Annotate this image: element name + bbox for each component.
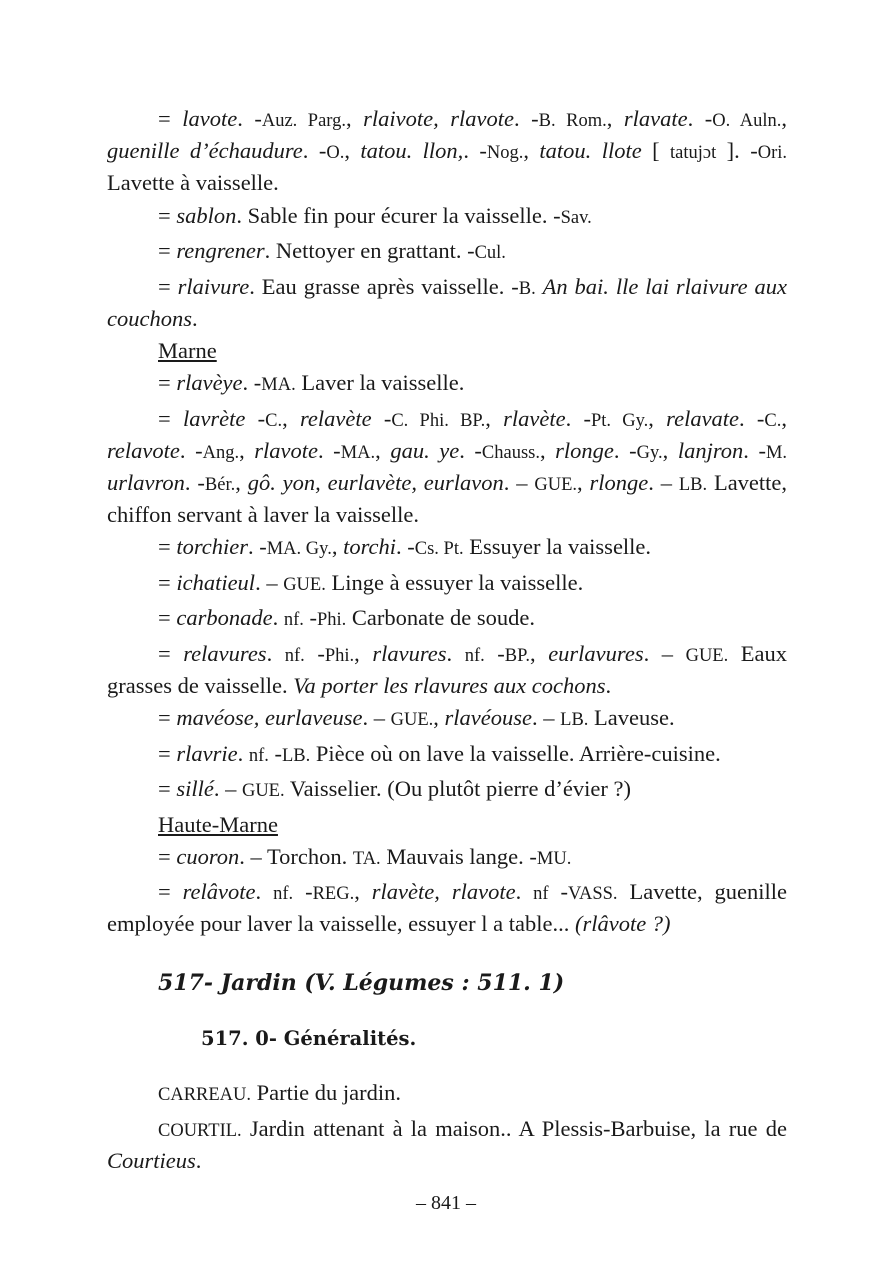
entry-text: . -: [565, 405, 591, 431]
entry-text: =: [158, 370, 177, 395]
headword: COURTIL.: [158, 1120, 242, 1141]
grammar-abbr: nf.: [248, 745, 269, 766]
entry-text: . -: [613, 437, 637, 463]
entry-text: .: [237, 740, 249, 766]
dialect-word: (rlâvote ?): [574, 911, 671, 936]
entry-text: Vaisselier. (Ou plutôt pierre d’évier ?): [284, 776, 631, 801]
locality-abbr: Sav.: [560, 207, 592, 228]
entry-text: =: [158, 740, 177, 766]
example-sentence: Va porter les rlavures aux cochons: [293, 672, 606, 698]
entry-text: Laveuse.: [588, 705, 675, 730]
dialect-word: carbonade: [176, 605, 273, 630]
entry-text: ,: [606, 106, 624, 131]
locality-abbr: GUE.: [283, 574, 326, 595]
entry-cuoron: [107, 842, 787, 874]
entry-text: =: [158, 273, 178, 299]
dialect-word: tatou. llon,: [360, 138, 464, 163]
entry-text: ,: [235, 469, 248, 495]
dialect-word: Courtieus: [107, 1147, 196, 1173]
entry-sille: [107, 774, 787, 806]
entry-text: -: [484, 640, 505, 666]
locality-abbr: Pt. Gy.: [590, 410, 649, 431]
entry-text: ,: [485, 405, 504, 431]
entry-text: . – Torchon.: [239, 843, 353, 869]
entry-text: .: [446, 640, 465, 666]
entry-text: ,: [344, 138, 361, 163]
entry-text: -: [303, 605, 317, 630]
locality-abbr: C.: [265, 410, 283, 431]
entry-text: . Eau grasse après vaisselle. -: [249, 273, 519, 299]
entry-text: . –: [213, 776, 242, 801]
dialect-word: rlaivote, rlavote: [363, 106, 515, 131]
entry-text: . -: [302, 138, 327, 163]
dialect-word: rlonge: [555, 437, 614, 463]
dialect-word: lavote: [182, 106, 238, 131]
entry-text: . -: [247, 534, 267, 559]
locality-abbr: MU.: [536, 848, 572, 869]
dialect-word: rlavète, rlavote: [371, 879, 516, 904]
spacer: [107, 1053, 787, 1078]
entry-relavures: [107, 639, 787, 700]
entry-text: =: [158, 238, 177, 263]
dialect-word: rlavrie: [176, 740, 238, 766]
entry-text: Laver la vaisselle.: [295, 370, 465, 395]
entry-text: ,: [433, 705, 445, 730]
locality-abbr: MA. Gy.: [266, 539, 332, 559]
page-number: – 841 –: [416, 1192, 476, 1214]
dialect-word: ichatieul: [176, 569, 256, 595]
dialect-word: relavète: [299, 405, 372, 431]
entry-text: Lavette, chiffon servant à laver la vaisselle.: [107, 469, 788, 527]
entry-text: =: [158, 534, 177, 559]
entry-text: ,: [375, 437, 391, 463]
entry-sablon: [107, 201, 787, 233]
entry-text: -: [268, 740, 282, 766]
dialect-word: gô. yon, eurlavète, eurlavon: [247, 469, 504, 495]
entry-text: . -: [687, 106, 713, 131]
entry-text: -: [245, 405, 266, 431]
locality-abbr: LB.: [678, 474, 708, 495]
entry-text: ,: [539, 437, 556, 463]
locality-abbr: VASS.: [568, 884, 618, 904]
region-heading-haute-marne: Haute-Marne: [158, 811, 278, 837]
locality-abbr: Ori.: [757, 143, 788, 163]
entry-text: . -: [237, 106, 262, 131]
entry-text: . -: [743, 437, 766, 463]
locality-abbr: TA.: [352, 848, 381, 869]
example-sentence: An bai. lle lai rlaivure aux couchons: [107, 273, 787, 331]
entry-text: ]. -: [716, 138, 758, 163]
entry-text: .: [266, 640, 285, 666]
locality-abbr: Nog.: [486, 143, 524, 163]
entry-text: ,: [648, 405, 667, 431]
entry-text: . –: [362, 705, 391, 730]
entry-text: Jardin attenant à la maison.. A Plessis-Barbuise, la rue de: [241, 1115, 787, 1141]
entry-text: . -: [318, 437, 341, 463]
entry-text: . –: [648, 469, 679, 495]
entry-lavrete: [107, 404, 787, 529]
entry-text: ,: [354, 879, 372, 904]
locality-abbr: O. Auln.: [712, 111, 782, 131]
entry-text: . -: [739, 405, 765, 431]
entry-text: ,: [577, 469, 590, 495]
region-heading-marne: Marne: [158, 338, 217, 363]
dialect-word: rlavèye: [176, 370, 243, 395]
entry-text: .: [255, 879, 274, 904]
entry-text: .: [515, 879, 534, 904]
entry-text: ,: [239, 437, 255, 463]
dialect-word: lanjron: [677, 437, 744, 463]
dialect-word: sablon: [176, 202, 237, 228]
entry-text: [536, 274, 543, 299]
entry-rengrener: [107, 236, 787, 268]
entry-text: [: [641, 138, 671, 163]
locality-abbr: LB.: [560, 710, 589, 730]
entry-text: =: [158, 405, 183, 431]
entry-text: ,: [530, 640, 549, 666]
entry-text: =: [158, 640, 184, 666]
entry-ichatieul: [107, 568, 787, 600]
entry-text: ,: [282, 405, 300, 431]
locality-abbr: Cs. Pt.: [414, 539, 464, 559]
entry-text: Linge à essuyer la vaisselle.: [325, 569, 584, 595]
entry-text: ,: [523, 138, 540, 163]
dialect-word: sillé: [176, 776, 214, 801]
entry-carreau: [107, 1078, 787, 1110]
entry-text: =: [158, 776, 177, 801]
locality-abbr: REG.: [312, 884, 355, 904]
grammar-abbr: nf: [533, 884, 549, 904]
entry-text: =: [158, 843, 177, 869]
grammar-abbr: nf.: [284, 645, 305, 666]
dialect-word: torchier: [176, 534, 248, 559]
entry-text: Carbonate de soude.: [346, 605, 535, 630]
entry-text: =: [158, 106, 183, 131]
entry-torchier: [107, 532, 787, 564]
entry-rlaveye: [107, 368, 787, 400]
dialect-word: relavote: [107, 437, 180, 463]
entry-text: . –: [255, 569, 284, 595]
entry-text: . -: [463, 138, 487, 163]
entry-text: Eaux grasses de vaisselle.: [107, 640, 788, 698]
locality-abbr: Phi.: [316, 610, 347, 630]
dialect-word: relavate: [666, 405, 740, 431]
locality-abbr: Cul.: [474, 243, 506, 263]
dialect-word: rengrener: [176, 238, 265, 263]
locality-abbr: O.: [326, 143, 345, 163]
entry-text: . Nettoyer en grattant. -: [264, 238, 475, 263]
entry-text: ,: [346, 106, 364, 131]
locality-abbr: BP.: [504, 645, 530, 666]
entry-text: Essuyer la vaisselle.: [463, 534, 652, 559]
entry-carbonade: [107, 603, 787, 635]
subsection-title: 517. 0- Généralités.: [201, 1027, 417, 1050]
dialect-word: lavrète: [182, 405, 246, 431]
entry-text: =: [158, 879, 183, 904]
entry-text: Partie du jardin.: [251, 1080, 401, 1105]
entry-text: =: [158, 202, 177, 228]
dialect-word: rlonge: [589, 469, 649, 495]
entry-text: Lavette, guenille employée pour laver la vaisselle, essuyer l a table...: [107, 879, 788, 936]
dialect-word: eurlavures: [548, 640, 644, 666]
locality-abbr: MA.: [261, 375, 296, 395]
dialect-word: cuoron: [176, 843, 240, 869]
dialect-word: relâvote: [182, 879, 256, 904]
grammar-abbr: nf.: [273, 884, 294, 904]
text-body: [107, 104, 787, 1178]
entry-text: -: [371, 405, 392, 431]
entry-text: . Sable fin pour écurer la vaisselle. -: [236, 202, 561, 228]
entry-text: Pièce où on lave la vaisselle. Arrière-cuisine.: [310, 740, 721, 766]
entry-lavote: [107, 104, 787, 197]
entry-rlavrie: [107, 739, 787, 771]
entry-rlaivure: [107, 272, 787, 333]
locality-abbr: GUE.: [390, 710, 434, 730]
headword: CARREAU.: [158, 1085, 252, 1105]
locality-abbr: Chauss.: [481, 442, 540, 463]
dialect-word: relavures: [183, 640, 267, 666]
locality-abbr: Bér.: [204, 474, 236, 495]
entry-text: .: [272, 605, 284, 630]
locality-abbr: C. Phi. BP.: [391, 410, 486, 431]
locality-abbr: GUE.: [534, 474, 578, 495]
locality-abbr: Phi.: [324, 645, 355, 666]
entry-text: ,: [662, 437, 678, 463]
dialect-word: tatou. llote: [539, 138, 642, 163]
locality-abbr: C.: [764, 410, 782, 431]
phonetic-transcription: tatujɔt: [670, 143, 717, 163]
grammar-abbr: nf.: [464, 645, 485, 666]
entry-relavote: [107, 877, 787, 938]
entry-text: . -: [242, 370, 262, 395]
section-title: 517- Jardin (V. Légumes : 511. 1): [158, 970, 565, 996]
dialect-word: rlaivure: [177, 273, 250, 299]
locality-abbr: M.: [765, 442, 788, 463]
locality-abbr: B.: [518, 278, 536, 299]
dialect-word: rlavures: [372, 640, 447, 666]
entry-text: . -: [459, 437, 482, 463]
locality-abbr: Ang.: [202, 442, 240, 463]
locality-abbr: MA.: [340, 442, 376, 463]
entry-courtil: [107, 1114, 787, 1175]
dialect-word: urlavron: [107, 469, 185, 495]
entry-text: .: [605, 672, 612, 698]
entry-text: . -: [179, 437, 203, 463]
entry-maveose: [107, 703, 787, 735]
dialect-word: rlavate: [623, 106, 688, 131]
entry-text: . -: [184, 469, 205, 495]
dialect-word: guenille d’échaudure: [107, 138, 303, 163]
locality-abbr: Auz. Parg.: [261, 111, 347, 131]
entry-text: . –: [532, 705, 561, 730]
entry-text: ,: [354, 640, 373, 666]
grammar-abbr: nf.: [283, 610, 304, 630]
entry-text: Mauvais lange. -: [380, 843, 537, 869]
entry-text: .: [195, 1147, 202, 1173]
locality-abbr: GUE.: [241, 781, 285, 801]
dialect-word: rlavote: [254, 437, 318, 463]
dialect-word: torchi: [343, 534, 396, 559]
entry-text: . -: [514, 106, 539, 131]
dialect-word: rlavète: [503, 405, 566, 431]
locality-abbr: LB.: [282, 745, 311, 766]
entry-text: . –: [503, 469, 535, 495]
locality-abbr: B. Rom.: [538, 111, 607, 131]
entry-text: ,: [331, 534, 344, 559]
entry-text: . -: [396, 534, 415, 559]
entry-text: . –: [643, 640, 686, 666]
entry-text: -: [293, 879, 313, 904]
dialect-word: mavéose, eurlaveuse: [176, 705, 363, 730]
entry-text: =: [158, 605, 177, 630]
entry-text: ,: [781, 405, 787, 431]
dialect-word: gau. ye: [390, 437, 460, 463]
entry-text: Lavette à vaisselle.: [107, 170, 279, 195]
entry-text: ,: [781, 106, 787, 131]
dialect-word: rlavéouse: [444, 705, 533, 730]
entry-text: .: [191, 305, 198, 331]
entry-text: =: [158, 569, 177, 595]
locality-abbr: GUE.: [685, 645, 729, 666]
entry-text: -: [548, 879, 569, 904]
locality-abbr: Gy.: [636, 442, 663, 463]
entry-text: =: [158, 705, 177, 730]
entry-text: -: [304, 640, 325, 666]
